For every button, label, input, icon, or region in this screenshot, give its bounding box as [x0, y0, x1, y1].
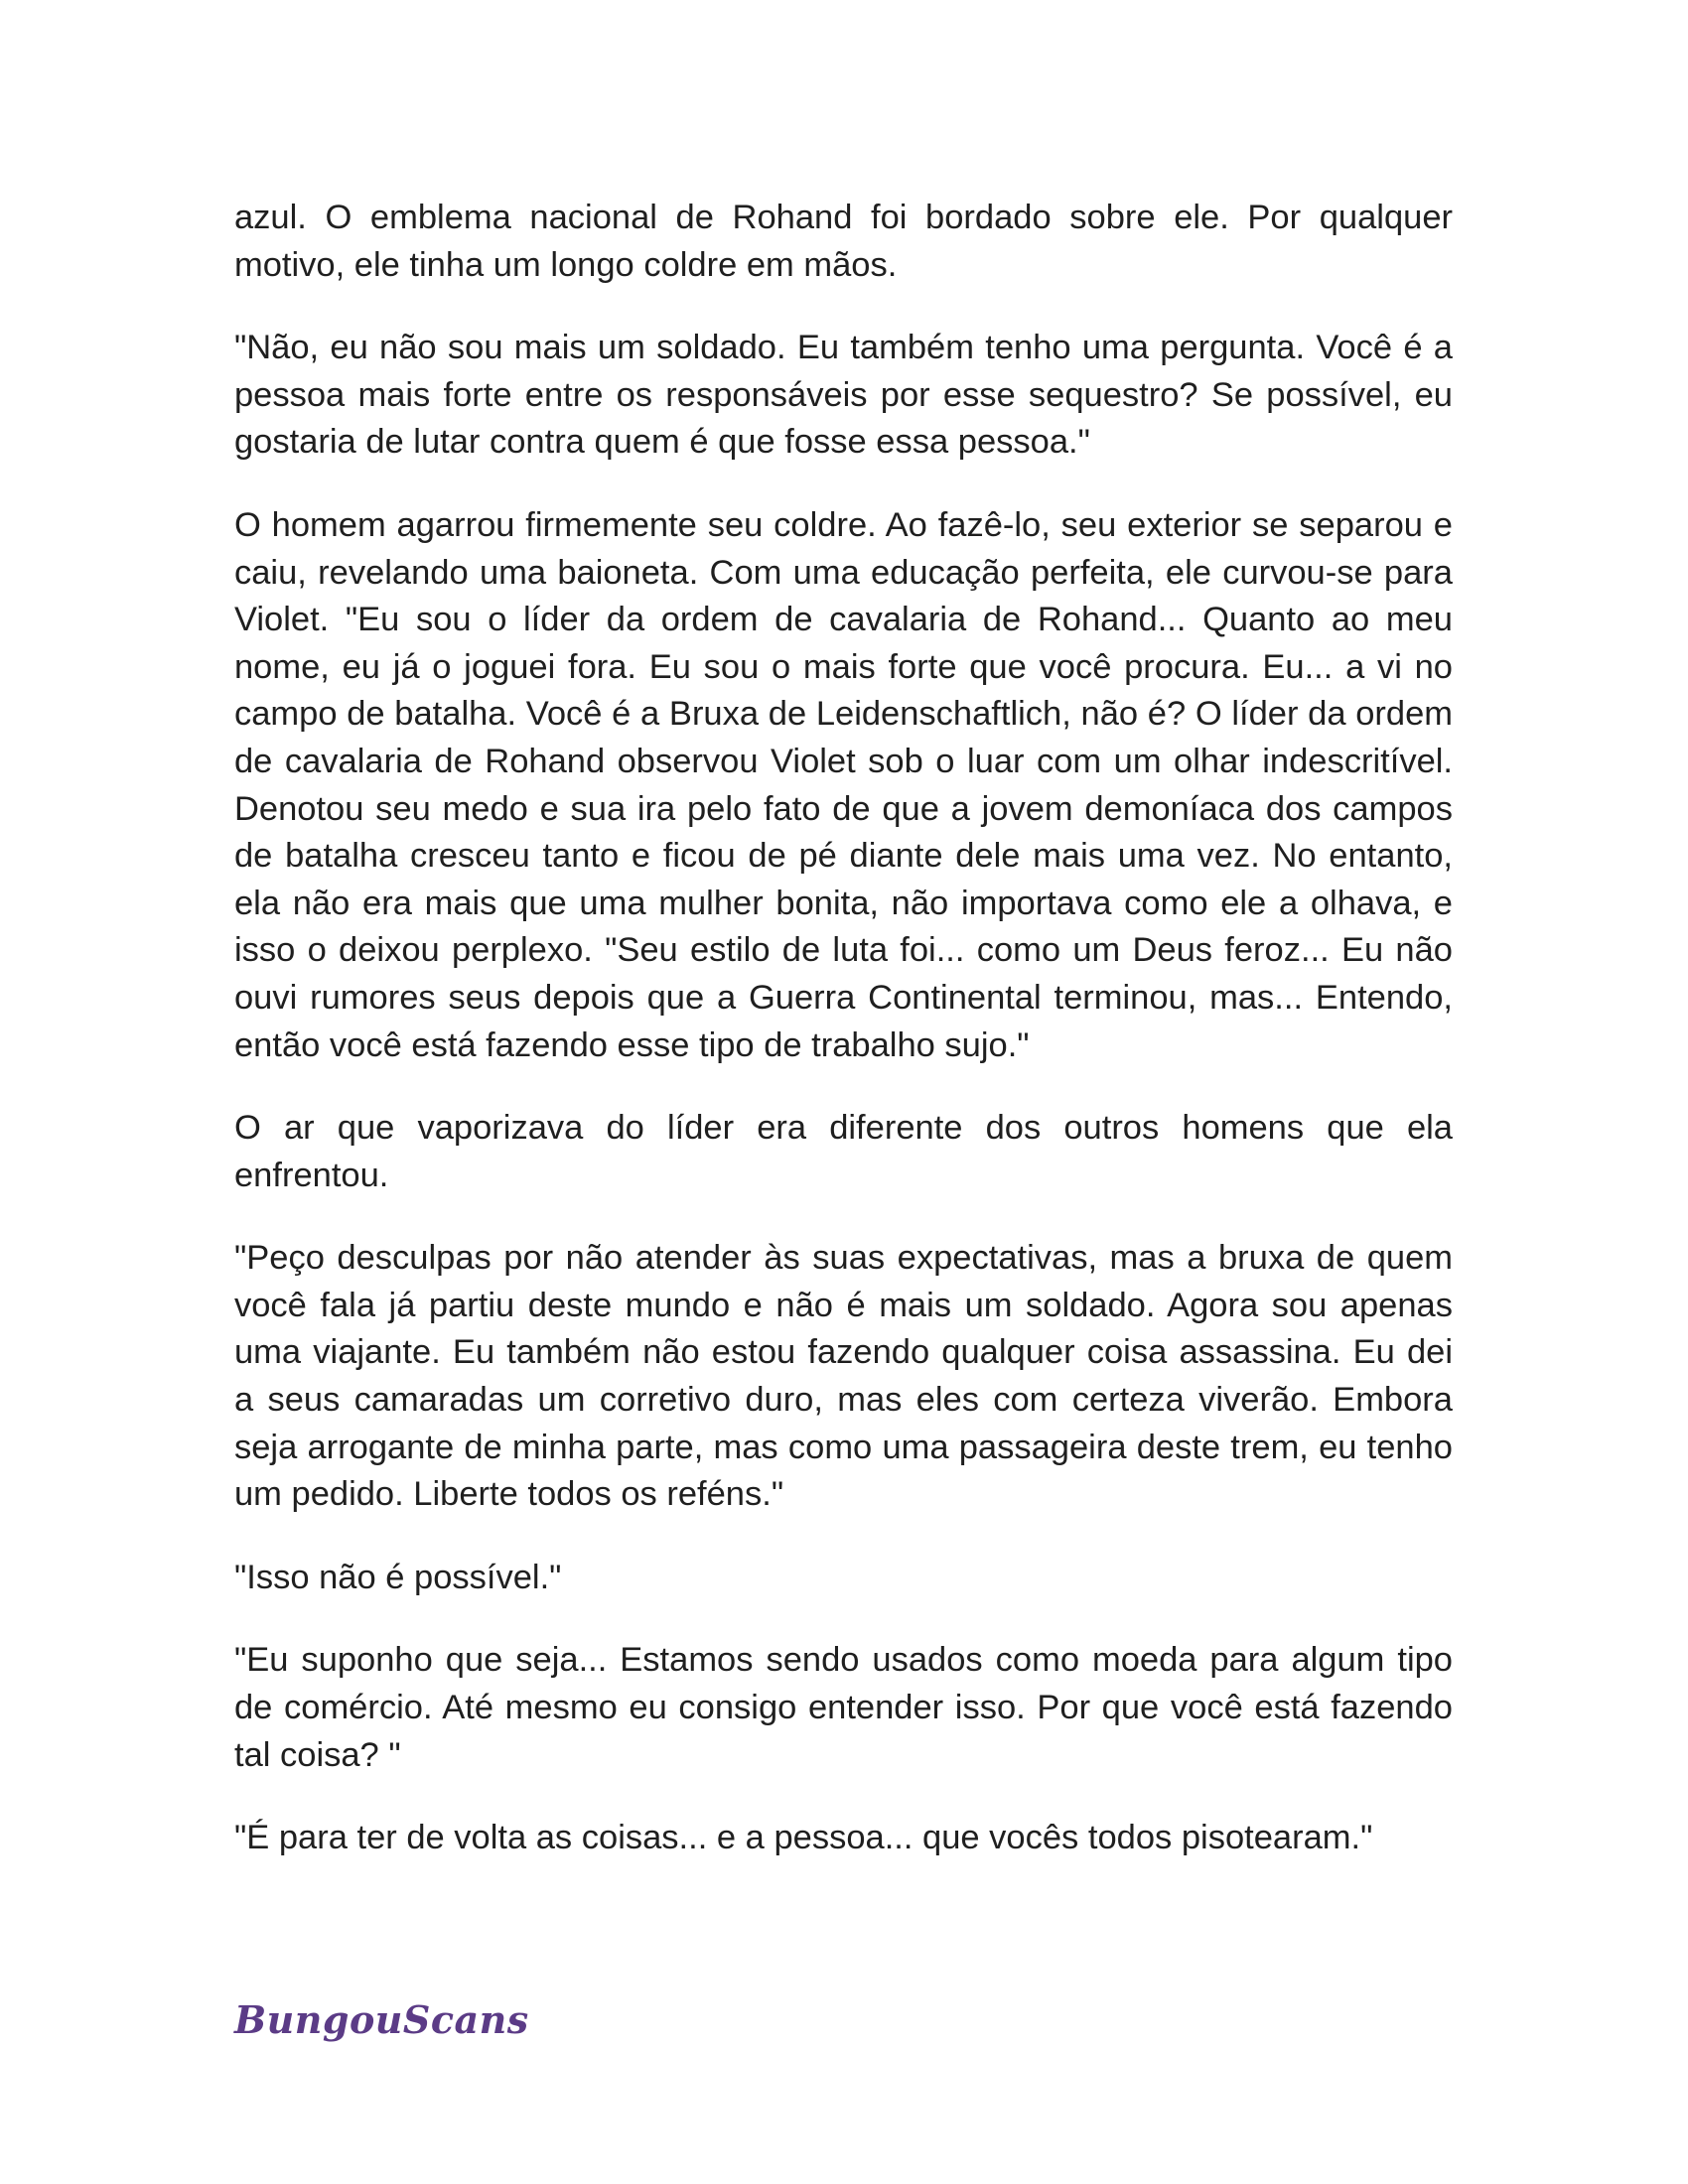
- paragraph: "Peço desculpas por não atender às suas expectativas, mas a bruxa de quem você fala já partiu deste mundo e não é mais um soldado. Agora sou apenas uma viajante. Eu também não estou fazendo qualquer coisa assassina. Eu dei a seus camaradas um corretivo duro, mas eles com certeza viverão. Embora seja arrogante de minha parte, mas como uma passageira deste trem, eu tenho um pedido. Liberte todos os reféns.": [234, 1239, 1453, 1514]
- paragraph: azul. O emblema nacional de Rohand foi bordado sobre ele. Por qualquer motivo, ele tinha um longo coldre em mãos.: [234, 199, 1453, 284]
- document-body: [234, 195, 1453, 1898]
- paragraph: "Eu suponho que seja... Estamos sendo usados como moeda para algum tipo de comércio. Até mesmo eu consigo entender isso. Por que você está fazendo tal coisa? ": [234, 1641, 1453, 1774]
- scanlation-watermark: BungouScans: [234, 1997, 529, 2042]
- paragraph: "Não, eu não sou mais um soldado. Eu também tenho uma pergunta. Você é a pessoa mais forte entre os responsáveis por esse sequestro? Se possível, eu gostaria de lutar contra quem é que fosse essa pessoa.": [234, 329, 1453, 462]
- paragraph: "Isso não é possível.": [234, 1558, 562, 1596]
- paragraph: O ar que vaporizava do líder era diferente dos outros homens que ela enfrentou.: [234, 1109, 1453, 1194]
- paragraph: "É para ter de volta as coisas... e a pessoa... que vocês todos pisotearam.": [234, 1819, 1373, 1857]
- paragraph: O homem agarrou firmemente seu coldre. Ao fazê-lo, seu exterior se separou e caiu, revelando uma baioneta. Com uma educação perfeita, ele curvou-se para Violet. "Eu sou o líder da ordem de cavalaria de Rohand... Quanto ao meu nome, eu já o joguei fora. Eu sou o mais forte que você procura. Eu... a vi no campo de batalha. Você é a Bruxa de Leidenschaftlich, não é? O líder da ordem de cavalaria de Rohand observou Violet sob o luar com um olhar indescritível. Denotou seu medo e sua ira pelo fato de que a jovem demoníaca dos campos de batalha cresceu tanto e ficou de pé diante dele mais uma vez. No entanto, ela não era mais que uma mulher bonita, não importava como ele a olhava, e isso o deixou perplexo. "Seu estilo de luta foi... como um Deus feroz... Eu não ouvi rumores seus depois que a Guerra Continental terminou, mas... Entendo, então você está fazendo esse tipo de trabalho sujo.": [234, 505, 1453, 1064]
